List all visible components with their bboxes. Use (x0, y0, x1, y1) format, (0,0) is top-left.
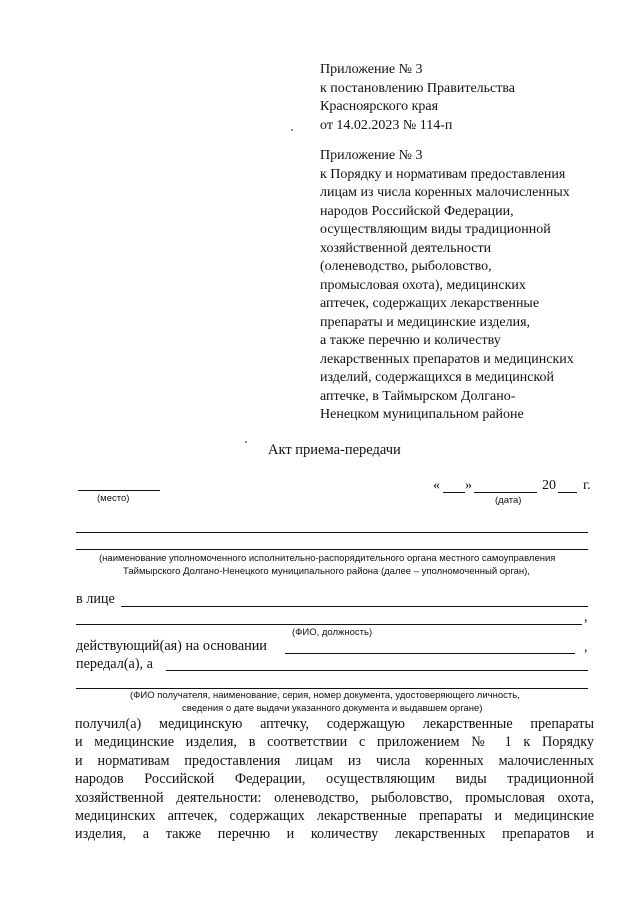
header-line: от 14.02.2023 № 114-п (320, 117, 453, 133)
body-line: получил(а) медицинскую аптечку, содержащую лекарственные препараты (75, 716, 594, 732)
body-line: и нормативам предоставления лицам из числа коренных малочисленных (75, 752, 594, 769)
date-close-quote: » (465, 478, 472, 493)
date-year-field[interactable] (558, 492, 577, 493)
representative-field-line-1[interactable] (121, 606, 588, 607)
header-line: а также перечню и количеству (320, 333, 501, 348)
comma-mark: , (584, 640, 588, 655)
header-line: лицам из числа коренных малочисленных (320, 185, 570, 200)
date-month-field[interactable] (474, 492, 537, 493)
header-line: лекарственных препаратов и медицинских (320, 351, 574, 367)
header-line: народов Российской Федерации, (320, 203, 514, 219)
header-appendix-resolution (320, 61, 515, 135)
recipient-field-line-2[interactable] (76, 688, 588, 689)
header-line: к Порядку и нормативам предоставления (320, 166, 566, 182)
representative-field-line-2[interactable] (76, 624, 582, 625)
recipient-caption-line-2: сведения о дате выдачи указанного документа и выдавшем органе) (182, 703, 483, 714)
header-line: (оленеводство, рыболовство, (320, 259, 492, 274)
place-caption: (место) (97, 493, 130, 504)
recipient-field-line-1[interactable] (166, 670, 588, 671)
comma-mark: , (584, 610, 588, 625)
acting-basis-label: действующий(ая) на основании (76, 638, 267, 654)
date-year-suffix: г. (583, 478, 591, 493)
body-line: изделия, а также перечню и количеству лекарственных препаратов и (75, 826, 594, 843)
header-line: аптечке, в Таймырском Долгано- (320, 388, 516, 404)
header-line: Приложение № 3 (320, 62, 423, 77)
place-field-line[interactable] (78, 490, 160, 491)
acting-basis-field[interactable] (285, 653, 575, 654)
header-line: изделий, содержащихся в медицинской (320, 370, 555, 385)
header-line: препараты и медицинские изделия, (320, 314, 531, 330)
in-person-label: в лице (76, 591, 115, 607)
scan-speck (291, 129, 293, 131)
header-line: Красноярского края (320, 99, 439, 114)
header-line: аптечек, содержащих лекарственные (320, 296, 540, 311)
header-line: осуществляющим виды традиционной (320, 222, 551, 237)
date-caption: (дата) (495, 495, 522, 506)
body-line: народов Российской Федерации, осуществляющим виды традиционной (75, 771, 594, 788)
date-day-field[interactable] (443, 492, 465, 493)
header-line: промысловая охота), медицинских (320, 277, 526, 293)
transferred-label: передал(а), а (76, 656, 153, 672)
body-paragraph (75, 715, 594, 844)
organization-field-line-1[interactable] (76, 532, 588, 533)
fio-caption: (ФИО, должность) (292, 627, 373, 638)
document-title: Акт приема-передачи (268, 442, 401, 458)
header-line: хозяйственной деятельности (320, 240, 492, 256)
body-line: хозяйственной деятельности: оленеводство, рыболовство, промысловая охота, (75, 789, 594, 806)
header-appendix-procedure (320, 147, 574, 425)
date-open-quote: « (433, 478, 440, 493)
organization-caption-line-1: (наименование уполномоченного исполнительно-распорядительного органа местного самоуправления (99, 553, 556, 564)
organization-caption-line-2: Таймырского Долгано-Ненецкого муниципального района (далее – уполномоченный орган), (123, 566, 530, 577)
header-line: к постановлению Правительства (320, 80, 516, 96)
scan-speck (245, 441, 247, 443)
recipient-caption-line-1: (ФИО получателя, наименование, серия, номер документа, удостоверяющего личность, (130, 690, 520, 701)
body-line: и медицинские изделия, в соответствии с приложением № 1 к Порядку (75, 734, 594, 751)
header-line: Ненецком муниципальном районе (320, 407, 524, 422)
organization-field-line-2[interactable] (76, 549, 588, 550)
header-line: Приложение № 3 (320, 148, 423, 163)
date-year-prefix: 20 (542, 478, 556, 493)
body-line: медицинских аптечек, содержащих лекарственные препараты и медицинские (75, 807, 594, 824)
